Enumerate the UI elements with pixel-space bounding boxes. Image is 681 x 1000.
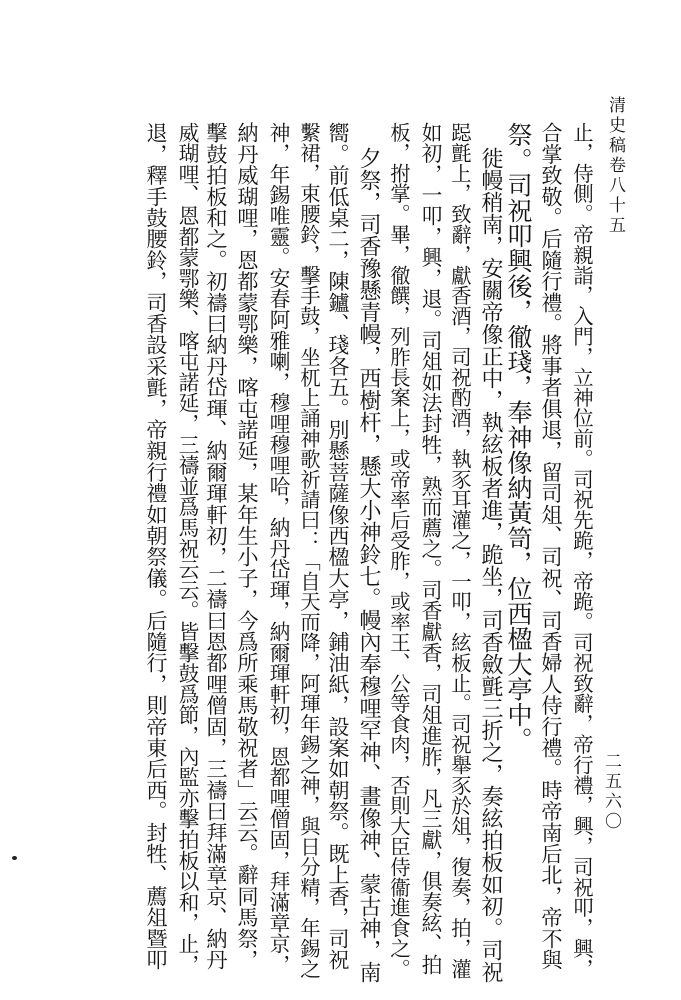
text-column: 合掌致敬。后隨行禮。將事者俱退，留司俎、司祝、司香婦人侍行禮。時帝南后北，帝不與 <box>539 122 564 970</box>
text-column: 繫裙，束腰鈴，擊手鼓，坐杌上誦神歌祈請曰：「自天而降，阿琿年錫之神，與日分精，年錫之 <box>297 122 321 979</box>
text-column: 納丹威瑚哩，恩都蒙鄂樂，喀屯諾延，某年生小子，今爲所乘馬敬祝者」云云。辭同馬祭， <box>235 122 260 970</box>
text-column: 板，拊掌。畢，徹饌，列胙長案上，或帝率后受胙，或率王、公等食肉，否則大臣侍衞進食之。 <box>387 122 411 979</box>
text-column: 威瑚哩、恩都蒙鄂樂、喀屯諾延，三禱並爲馬祝云云。皆擊鼓爲節，內監亦擊拍板以和，止， <box>175 122 199 975</box>
text-column: 神，年錫唯靈。安春阿雅喇，穆哩穆哩哈，納丹岱琿，納爾琿軒初，恩都哩僧固，拜滿章京， <box>266 122 290 975</box>
text-column: 祭。司祝叩興後，徹琖，奉神像納黃笥，位西楹大亭中。 <box>504 122 533 752</box>
text-column: 徙幔稍南，安關帝像正中，執絃板者進，跪坐，司香斂氈三折之，奏絃拍板如初。司祝 <box>478 147 503 983</box>
scan-speck <box>12 856 17 860</box>
text-column: 跽氈上，致辭，獻香酒，司祝酌酒，執豕耳灌之，一叩，絃板止。司祝舉豕於俎，復奏，拍，灌 <box>448 122 472 979</box>
text-column: 嚮。前低桌二，陳鑪、琖各五。別懸菩薩像西楹大亭，鋪油紙，設案如朝祭。既上香，司祝 <box>326 122 351 970</box>
text-column: 退，釋手鼓腰鈴，司香設采氈，帝親行禮如朝祭儀。后隨行，則帝東后西。封牲、薦俎暨叩 <box>144 122 169 970</box>
page-number: 二五六〇 <box>601 752 621 832</box>
text-column: 如初，一叩，興，退。司俎如法封牲，熟而薦之。司香獻香，司俎進胙，凡三獻，俱奏絃、拍 <box>418 122 442 975</box>
running-title: 清史稿卷八十五 <box>605 96 625 236</box>
text-column: 擊鼓拍板和之。初禱曰納丹岱琿、納爾琿軒初，二禱曰恩都哩僧固，三禱曰拜滿章京、納丹 <box>204 122 229 970</box>
text-column: 止，侍側。帝親詣，入門，立神位前。司祝先跪，帝跪。司祝致辭，帝行禮，興，司祝叩，興， <box>570 122 594 979</box>
text-column: 夕祭，司香豫懸青幔，西樹杆，懸大小神鈴七。幔內奉穆哩罕神、畫像神、蒙古神，南 <box>356 147 381 983</box>
